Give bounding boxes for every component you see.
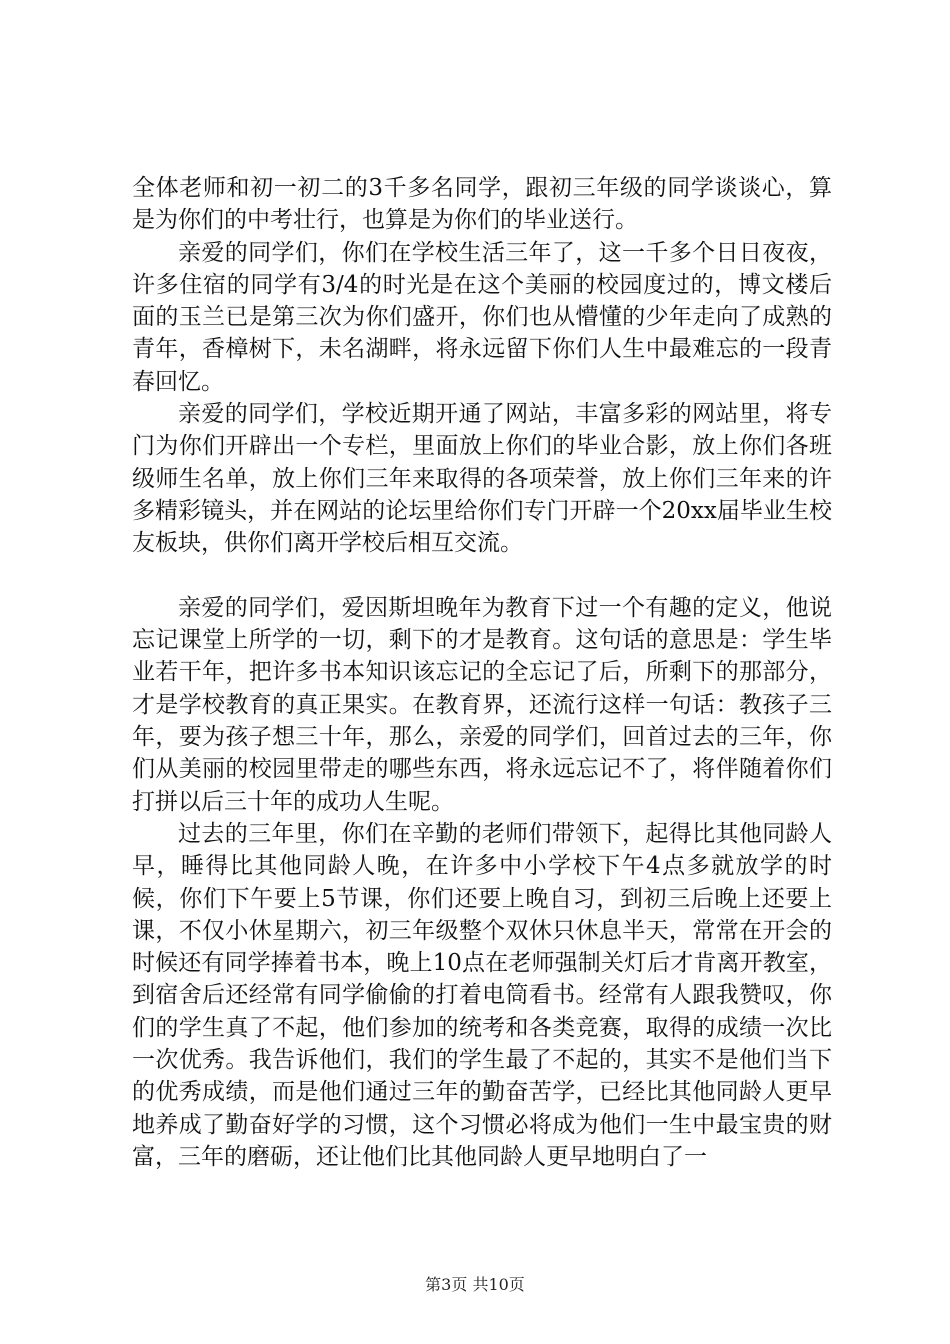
paragraph-2: 亲爱的同学们，你们在学校生活三年了，这一千多个日日夜夜，许多住宿的同学有3/4的时光是在这个美丽的校园度过的，博文楼后面的玉兰已是第三次为你们盛开，你们也从懵懂的少年走向了成熟的青年，香樟树下，未名湖畔，将永远留下你们人生中最难忘的一段青春回忆。 [132,239,832,395]
paragraph-1: 全体老师和初一初二的3千多名同学，跟初三年级的同学谈谈心，算是为你们的中考壮行，也算是为你们的毕业送行。 [132,175,832,234]
document-body [132,172,832,1173]
paragraph-5: 过去的三年里，你们在辛勤的老师们带领下，起得比其他同龄人早，睡得比其他同龄人晚，在许多中小学校下午4点多就放学的时候，你们下午要上5节课，你们还要上晚自习，到初三后晚上还要上课，不仅小休星期六，初三年级整个双休只休息半天，常常在开会的时候还有同学捧着书本，晚上10点在老师强制关灯后才肯离开教室，到宿舍后还经常有同学偷偷的打着电筒看书。经常有人跟我赞叹，你们的学生真了不起，他们参加的统考和各类竞赛，取得的成绩一次比一次优秀。我告诉他们，我们的学生最了不起的，其实不是他们当下的优秀成绩，而是他们通过三年的勤奋苦学，已经比其他同龄人更早地养成了勤奋好学的习惯，这个习惯必将成为他们一生中最宝贵的财富，三年的磨砺，还让他们比其他同龄人更早地明白了一 [132,820,832,1170]
paragraph-3: 亲爱的同学们，学校近期开通了网站，丰富多彩的网站里，将专门为你们开辟出一个专栏，里面放上你们的毕业合影，放上你们各班级师生名单，放上你们三年来取得的各项荣誉，放上你们三年来的许多精彩镜头，并在网站的论坛里给你们专门开辟一个20xx届毕业生校友板块，供你们离开学校后相互交流。 [132,401,832,557]
paragraph-4: 亲爱的同学们，爱因斯坦晚年为教育下过一个有趣的定义，他说忘记课堂上所学的一切，剩下的才是教育。这句话的意思是：学生毕业若干年，把许多书本知识该忘记的全忘记了后，所剩下的那部分，才是学校教育的真正果实。在教育界，还流行这样一句话：教孩子三年，要为孩子想三十年，那么，亲爱的同学们，回首过去的三年，你们从美丽的校园里带走的哪些东西，将永远忘记不了，将伴随着你们打拼以后三十年的成功人生呢。 [132,594,832,815]
page-number-footer: 第3页 共10页 [425,1275,525,1294]
